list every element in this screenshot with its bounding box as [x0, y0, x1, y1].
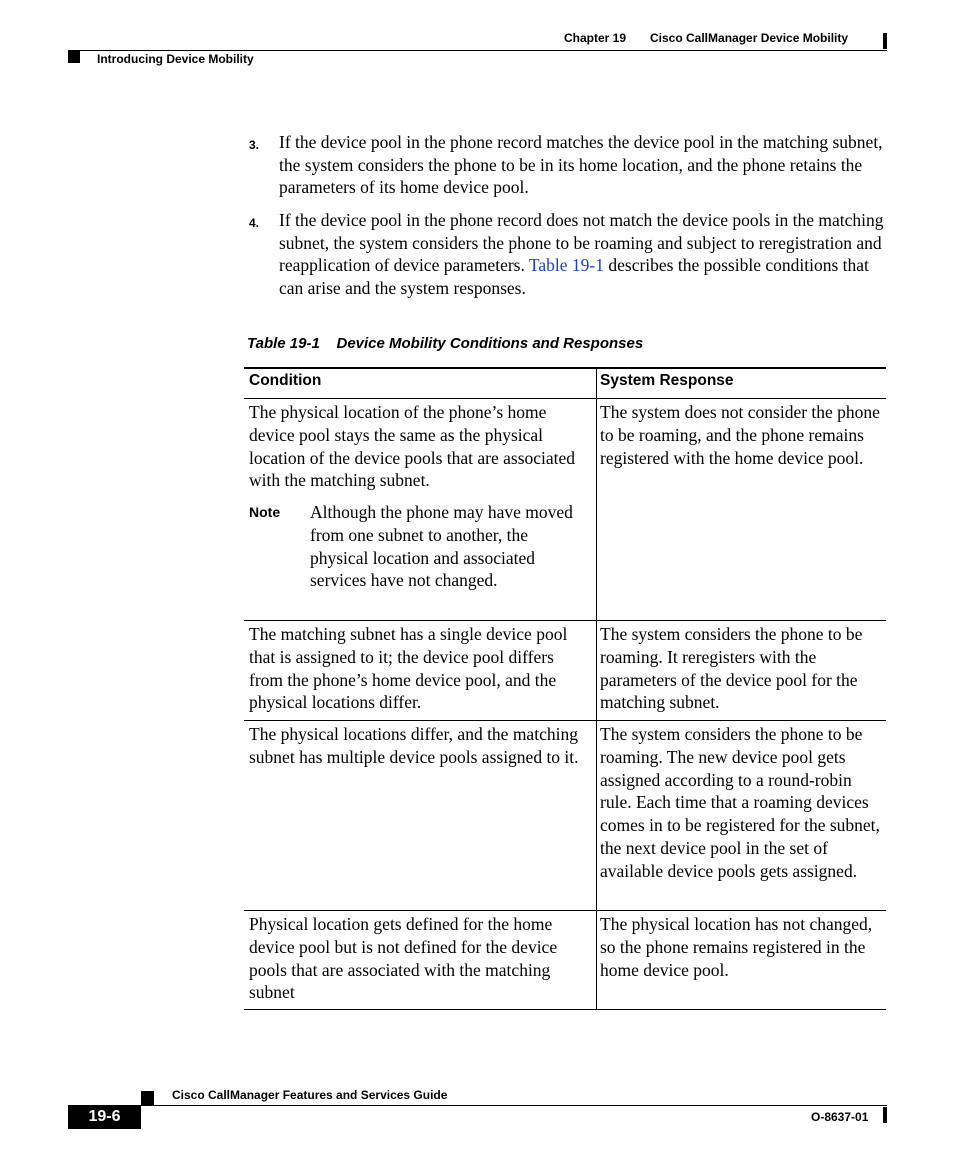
step-3: [249, 131, 889, 199]
footer-bar-marker: [883, 1107, 887, 1123]
table-reference-link[interactable]: Table 19-1: [528, 255, 604, 276]
header-section: Introducing Device Mobility: [97, 52, 254, 66]
step-text: [279, 209, 889, 300]
column-header-response: System Response: [600, 372, 734, 389]
row-rule: [244, 720, 886, 721]
table-bottom-rule: [244, 1009, 886, 1010]
column-header-condition: Condition: [249, 372, 322, 389]
row-rule: [244, 620, 886, 621]
table-cell-condition: The physical location of the phone’s home device pool stays the same as the physical location of the device pools that are associated with the matching subnet.: [249, 402, 576, 491]
note-text: Although the phone may have moved from one subnet to another, the physical location and associated services have not changed.: [310, 502, 573, 591]
table-cell-condition: The matching subnet has a single device pool that is assigned to it; the device pool differs from the phone’s home device pool, and the physical locations differ.: [249, 624, 568, 713]
step-number: 3.: [249, 138, 260, 152]
table-cell-condition: The physical locations differ, and the matching subnet has multiple device pools assigned to it.: [249, 724, 579, 767]
step-4: [249, 209, 889, 300]
header-book-title: Cisco CallManager Device Mobility: [650, 31, 849, 45]
column-divider: [596, 367, 597, 1009]
header-bar-marker: [883, 33, 887, 49]
step-text-before-link: If the device pool in the phone record does not match the device pools in the matching subnet, the system considers the phone to be roaming and subject to reregistration and reapplication of device parameters.: [279, 210, 884, 276]
note-label: Note: [249, 504, 281, 520]
table-cell-response: The physical location has not changed, so the phone remains registered in the home device pool.: [600, 914, 873, 980]
footer-square-marker: [141, 1091, 154, 1105]
table-cell-response: The system considers the phone to be roaming. The new device pool gets assigned according to a round-robin rule. Each time that a roaming devices comes in to be registered for the subnet, the next device pool in the set of available device pools gets assigned.: [600, 724, 880, 881]
header-bottom-rule: [244, 398, 886, 399]
step-text-after-link: describes the possible conditions that can arise and the system responses.: [279, 255, 869, 299]
row-rule: [244, 910, 886, 911]
table-cell-response: The system does not consider the phone to be roaming, and the phone remains registered with the home device pool.: [600, 402, 880, 468]
header-rule: [68, 50, 887, 51]
header-square-marker: [68, 51, 80, 63]
step-number: 4.: [249, 216, 260, 230]
table-cell-condition: Physical location gets defined for the home device pool but is not defined for the device pools that are associated with the matching subnet: [249, 914, 558, 1003]
footer-doc-number: O-8637-01: [811, 1110, 869, 1124]
table-cell-response: The system considers the phone to be roaming. It reregisters with the parameters of the device pool for the matching subnet.: [600, 624, 863, 713]
page-number-badge: 19-6: [68, 1105, 141, 1129]
header-chapter: Chapter 19: [564, 31, 627, 45]
step-text: If the device pool in the phone record matches the device pool in the matching subnet, the system considers the phone to be in its home location, and the phone retains the parameters of its home device pool.: [279, 132, 883, 198]
table-caption: Table 19-1 Device Mobility Conditions and Responses: [247, 335, 644, 352]
table-top-rule: [244, 367, 886, 369]
footer-guide-title: Cisco CallManager Features and Services Guide: [172, 1088, 448, 1102]
footer-rule: [141, 1105, 887, 1106]
